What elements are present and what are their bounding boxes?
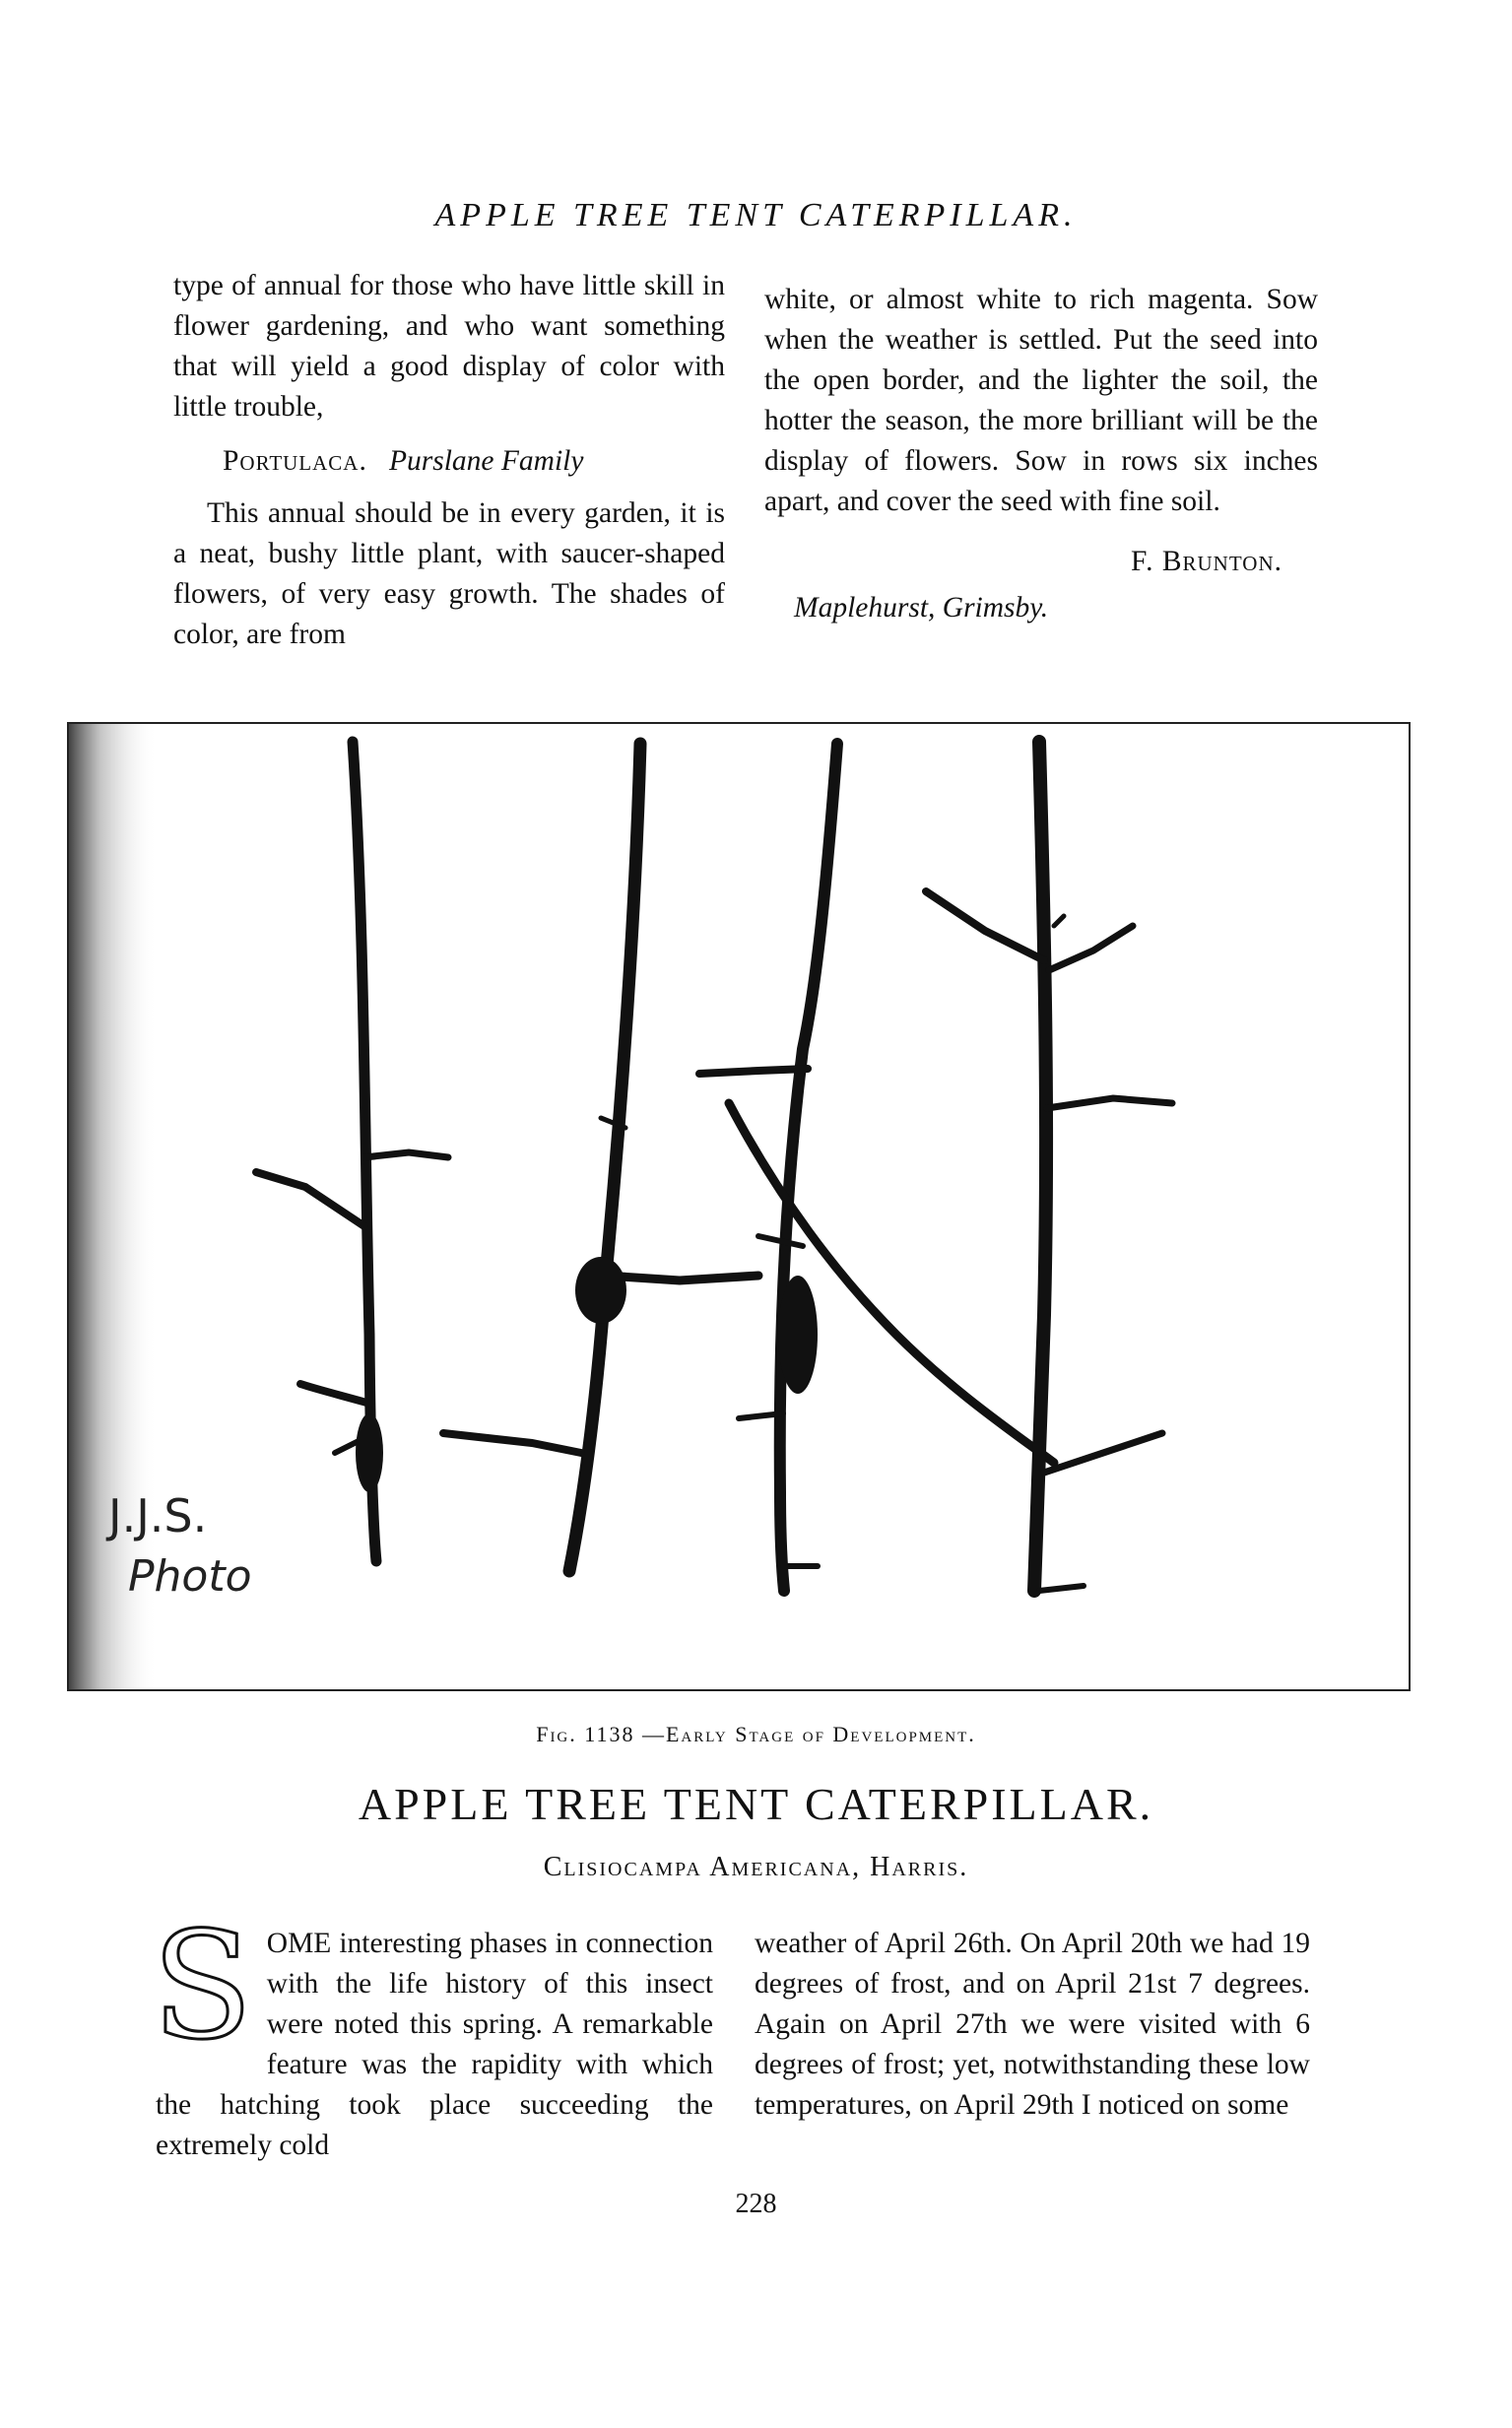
article-right-paragraph: weather of April 26th. On April 20th we had 19 degrees of frost, and on April 21st 7 degrees. Again on April 27th we were visited with 6 degrees of frost; yet, notwithstanding these low temperatures, on April 29th I noticed on some (755, 1928, 1310, 2121)
article-title: APPLE TREE TENT CATERPILLAR. (358, 1779, 1154, 1829)
figure-caption: Fig. 1138 —Early Stage of Development. (536, 1722, 976, 1746)
top-right-column (764, 280, 1318, 628)
figure-photo (67, 722, 1411, 1691)
drop-cap: S (152, 1901, 253, 2072)
photo-shadow-edge (69, 724, 158, 1689)
section-heading-name: Portulaca. (223, 445, 367, 477)
twig-photograph (69, 724, 1409, 1689)
article-left-column (152, 1901, 713, 2166)
photo-watermark-initials: J.J.S. (108, 1489, 208, 1542)
article-subtitle: Clisiocampa Americana, Harris. (543, 1852, 969, 1882)
top-left-paragraph-1: type of annual for those who have little skill in flower gardening, and who want something that will yield a good display of color with little trouble, (173, 270, 725, 423)
article-right-column (755, 1924, 1310, 2126)
section-heading (173, 441, 725, 482)
location: Maplehurst, Grimsby. (794, 592, 1049, 623)
article-opening-text: OME interesting phases in connection with the life history of this insect were noted this spring. A remarkable feature was the rapidity with which the hatching took place succeeding the extremely cold (156, 1928, 713, 2161)
top-right-paragraph-1: white, or almost white to rich magenta. Sow when the weather is settled. Put the seed into the open border, and the lighter the soil, the hotter the season, the more brilliant will be the display of flowers. Sow in rows six inches apart, and cover the seed with fine soil. (764, 284, 1318, 517)
article-opening-paragraph (152, 1901, 713, 2166)
top-left-column (173, 266, 725, 655)
top-left-paragraph-2: This annual should be in every garden, it is a neat, bushy little plant, with saucer-shaped flowers, of very easy growth. The shades of color, are from (173, 497, 725, 650)
twig-2 (443, 744, 758, 1571)
page-number: 228 (735, 2189, 777, 2219)
running-head: APPLE TREE TENT CATERPILLAR. (434, 197, 1078, 233)
signature: F. Brunton. (1131, 546, 1282, 577)
section-heading-family: Purslane Family (388, 445, 584, 477)
photo-watermark-label: Photo (128, 1551, 252, 1602)
twig-1 (256, 742, 448, 1561)
